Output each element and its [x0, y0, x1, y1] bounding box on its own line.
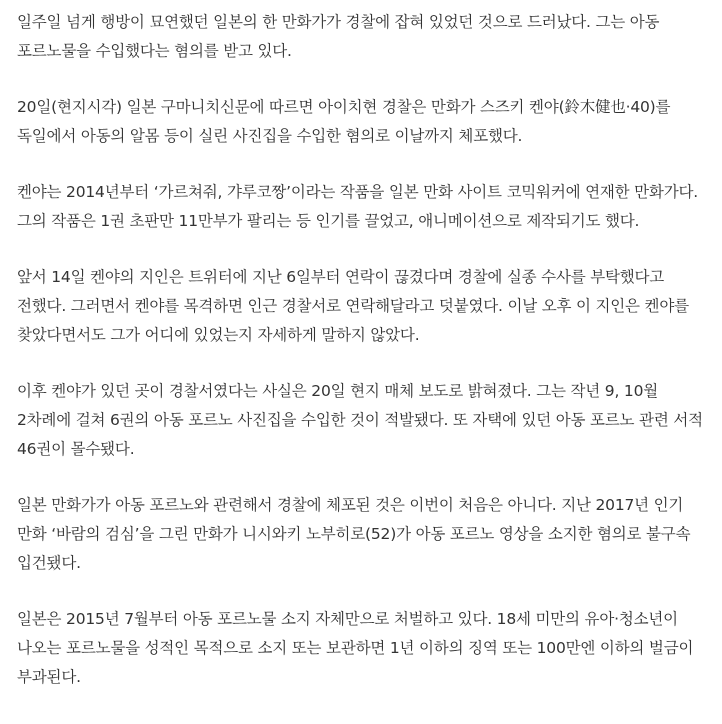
article-paragraph: 20일(현지시각) 일본 구마니치신문에 따르면 아이치현 경찰은 만화가 스즈키 켄야(鈴木健也·40)를 독일에서 아동의 알몸 등이 실린 사진집을 수입한 혐의로 이날까지 체포했다. — [17, 98, 671, 145]
article-paragraph: 일본 만화가가 아동 포르노와 관련해서 경찰에 체포된 것은 이번이 처음은 아니다. 지난 2017년 인기 만화 ‘바람의 검심’을 그린 만화가 니시와키 노부히로(52)가 아동 포르노 영상을 소지한 혐의로 불구속 입건됐다. — [17, 496, 691, 572]
article-body — [17, 8, 712, 692]
article-paragraph: 이후 켄야가 있던 곳이 경찰서였다는 사실은 20일 현지 매체 보도로 밝혀졌다. 그는 작년 9, 10월 2차례에 걸쳐 6권의 아동 포르노 사진집을 수입한 것이 적발됐다. 또 자택에 있던 아동 포르노 관련 서적 46권이 몰수됐다. — [17, 382, 703, 458]
article-paragraph: 일주일 넘게 행방이 묘연했던 일본의 한 만화가가 경찰에 잡혀 있었던 것으로 드러났다. 그는 아동 포르노물을 수입했다는 혐의를 받고 있다. — [17, 13, 660, 60]
article-paragraph: 일본은 2015년 7월부터 아동 포르노물 소지 자체만으로 처벌하고 있다. 18세 미만의 유아·청소년이 나오는 포르노물을 성적인 목적으로 소지 또는 보관하면 1년 이하의 징역 또는 100만엔 이하의 벌금이 부과된다. — [17, 610, 694, 686]
article-paragraph: 앞서 14일 켄야의 지인은 트위터에 지난 6일부터 연락이 끊겼다며 경찰에 실종 수사를 부탁했다고 전했다. 그러면서 켄야를 목격하면 인근 경찰서로 연락해달라고 덧붙였다. 이날 오후 이 지인은 켄야를 찾았다면서도 그가 어디에 있었는지 자세하게 말하지 않았다. — [17, 268, 689, 344]
article-paragraph: 켄야는 2014년부터 ‘가르쳐줘, 갸루코짱’이라는 작품을 일본 만화 사이트 코믹워커에 연재한 만화가다. 그의 작품은 1권 초판만 11만부가 팔리는 등 인기를 끌었고, 애니메이션으로 제작되기도 했다. — [17, 183, 698, 230]
